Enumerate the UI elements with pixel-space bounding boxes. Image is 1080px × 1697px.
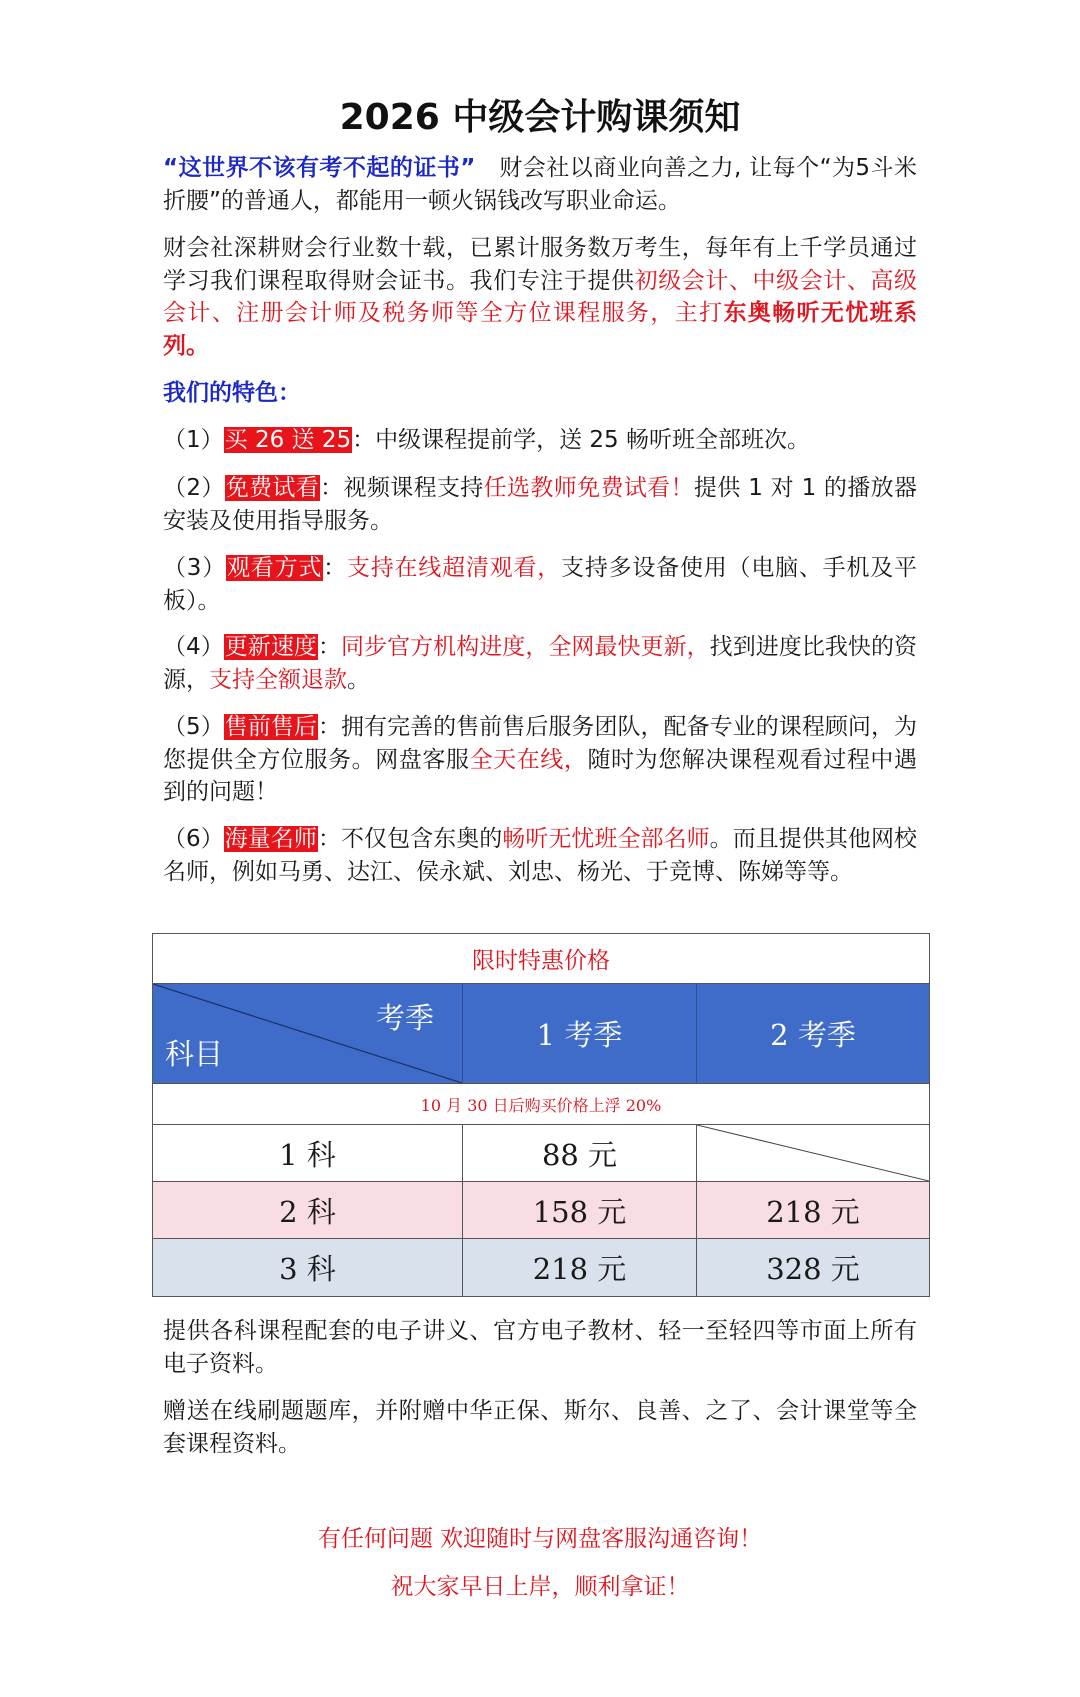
price-cell: 158 元 — [462, 1182, 696, 1238]
feature-item — [163, 823, 917, 888]
feature-highlight: 全天在线， — [469, 746, 588, 773]
page-title: 2026 中级会计购课须知 — [339, 97, 741, 138]
corner-cell — [153, 984, 462, 1083]
feature-text: ：拥有完善的售前售后服务团队，配备专业的课程顾问，为您提供全方位服务。网盘客服 — [163, 714, 917, 773]
footer-wish: 祝大家早日上岸，顺利拿证！ — [390, 1574, 690, 1600]
header-season-label: 考季 — [375, 1001, 434, 1035]
diagonal-line — [697, 1125, 929, 1181]
about-series: 东奥畅听无忧班系列。 — [163, 300, 918, 359]
header-col-1: 1 考季 — [462, 984, 696, 1083]
intro-text: 财会社以商业向善之力, 让每个“为5斗米折腰”的普通人，都能用一顿火锅钱改写职业命运。 — [163, 155, 918, 214]
footer-contact: 有任何问题 欢迎随时与网盘客服沟通咨询！ — [317, 1526, 763, 1552]
feature-text: ：视频课程支持 — [320, 475, 484, 501]
feature-text: 。而且提供其他网校名师，例如马勇、达江、侯永斌、刘忠、杨光、于竞博、陈娣等等。 — [163, 826, 918, 885]
feature-tag: 售前售后 — [224, 714, 317, 740]
feature-text: 随时为您解决课程观看过程中遇到的问题！ — [163, 746, 918, 805]
feature-text: ：不仅包含东奥的 — [317, 826, 503, 852]
table-row — [153, 1238, 929, 1296]
feature-highlight: 同步官方机构进度，全网最快更新， — [340, 634, 710, 660]
materials-paragraph: 提供各科课程配套的电子讲义、官方电子教材、轻一至轻四等市面上所有电子资料。 — [163, 1318, 917, 1377]
feature-tag: 买 26 送 25 — [224, 427, 352, 453]
bonus-paragraph: 赠送在线刷题题库，并附赠中华正保、斯尔、良善、之了、会计课堂等全套课程资料。 — [163, 1398, 917, 1457]
about-text: 财会社深耕财会行业数十载，已累计服务数万考生，每年有上千学员通过学习我们课程取得财会证书。我们专注于提供 — [163, 235, 917, 294]
price-cell: 218 元 — [462, 1239, 696, 1296]
feature-number: （1） — [163, 427, 224, 453]
feature-tag: 免费试看 — [225, 475, 320, 501]
feature-tag: 观看方式 — [227, 555, 323, 581]
intro-paragraph — [163, 152, 917, 217]
feature-highlight: 畅听无忧班全部名师 — [502, 826, 710, 852]
feature-highlight: 支持全额退款 — [209, 666, 347, 693]
about-services: 初级会计、中级会计、高级会计、注册会计师及税务师等全方位课程服务，主打 — [163, 267, 918, 326]
feature-item — [163, 711, 917, 809]
feature-tag: 海量名师 — [224, 826, 317, 852]
price-note: 10 月 30 日后购买价格上浮 20% — [420, 1095, 662, 1115]
feature-text: 支持多设备使用（电脑、手机及平板）。 — [163, 555, 918, 614]
features-heading: 我们的特色： — [163, 380, 301, 406]
feature-text: 找到进度比我快的资源， — [163, 634, 918, 693]
feature-number: （6） — [163, 826, 224, 852]
table-row — [153, 1181, 929, 1238]
feature-item — [163, 424, 917, 457]
about-paragraph — [163, 232, 917, 362]
table-title-row — [153, 934, 929, 983]
feature-number: （4） — [163, 634, 224, 660]
feature-text: ： — [323, 555, 347, 581]
empty-cell — [696, 1125, 929, 1181]
feature-text: ： — [317, 634, 341, 660]
feature-tag: 更新速度 — [224, 634, 317, 660]
feature-item — [163, 631, 917, 696]
subject-cell: 2 科 — [279, 1194, 336, 1229]
price-cell: 218 元 — [696, 1182, 929, 1238]
header-subject-label: 科目 — [165, 1037, 224, 1071]
feature-number: （2） — [163, 475, 225, 501]
table-row — [153, 1124, 929, 1181]
subject-cell: 1 科 — [279, 1137, 336, 1172]
price-cell: 88 元 — [462, 1125, 696, 1181]
feature-text: 。 — [347, 666, 370, 693]
feature-number: （5） — [163, 714, 224, 740]
price-cell: 328 元 — [696, 1239, 929, 1296]
feature-item — [163, 552, 917, 617]
feature-item — [163, 472, 917, 537]
table-note-row — [153, 1083, 929, 1124]
feature-text: 提供 1 对 1 的播放器安装及使用指导服务。 — [163, 475, 918, 534]
table-title: 限时特惠价格 — [472, 948, 610, 974]
feature-highlight: 支持在线超清观看， — [346, 555, 562, 581]
header-col-2: 2 考季 — [696, 984, 929, 1083]
table-header-row — [153, 983, 929, 1083]
feature-highlight: 任选教师免费试看！ — [483, 475, 694, 501]
subject-cell: 3 科 — [279, 1252, 336, 1286]
feature-text: ：中级课程提前学，送 25 畅听班全部班次。 — [352, 427, 810, 453]
slogan: “这世界不该有考不起的证书” — [163, 155, 476, 181]
feature-number: （3） — [163, 555, 226, 581]
price-table — [152, 933, 930, 1297]
